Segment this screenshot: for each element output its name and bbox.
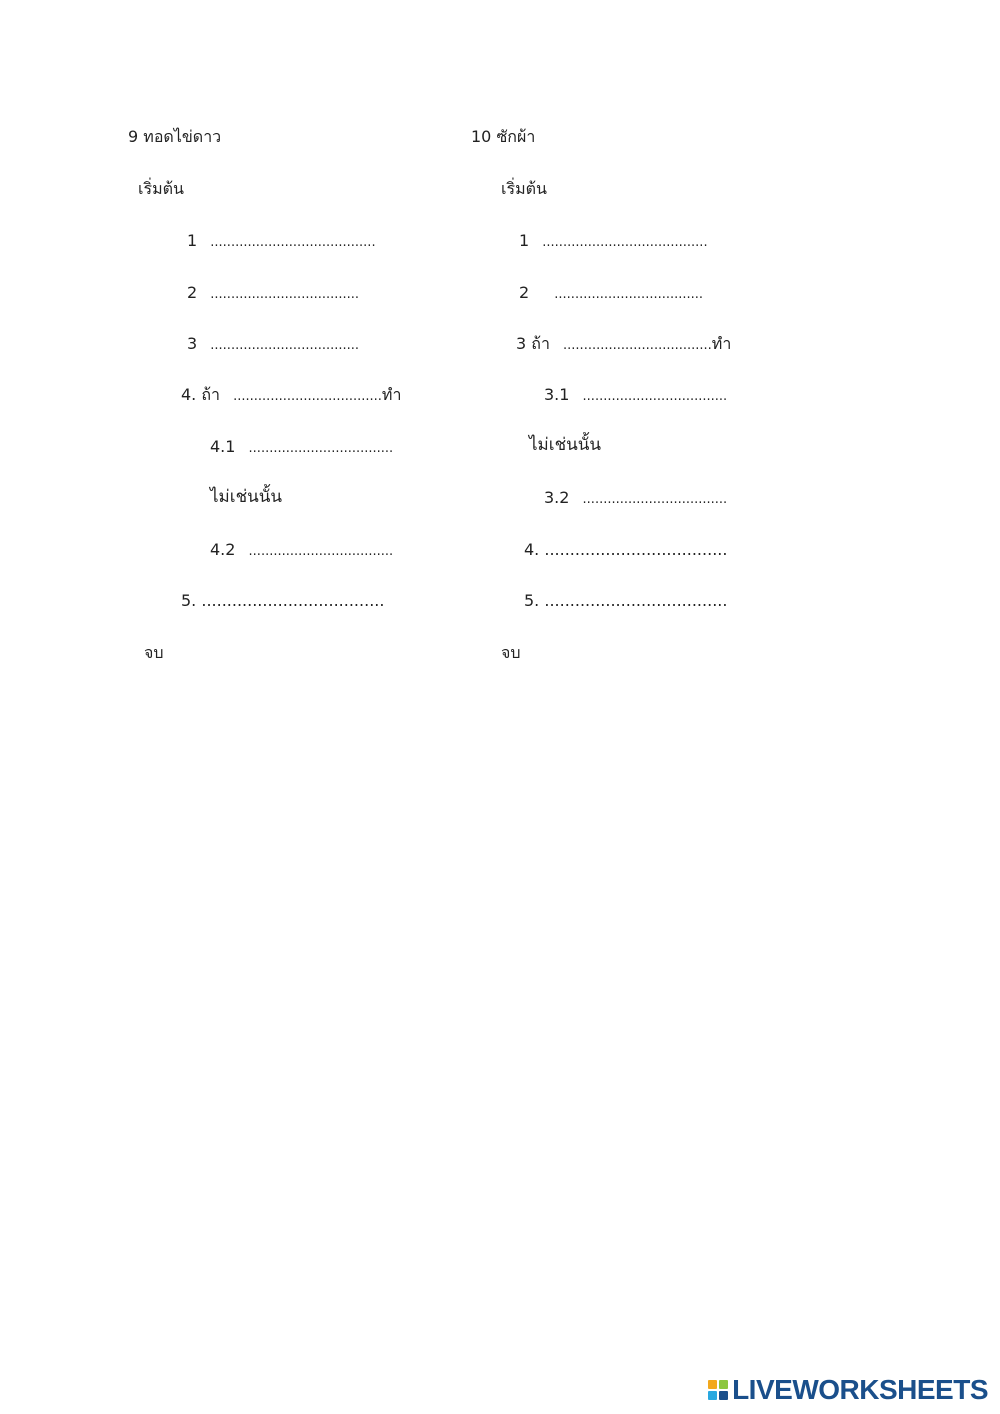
liveworksheets-brand — [708, 1373, 988, 1407]
right-step-3 — [516, 333, 731, 357]
right-step-3-blank: .................................... — [563, 338, 712, 353]
left-step-1-number: 1 — [187, 231, 198, 250]
right-step-3-2-blank: ................................... — [582, 492, 728, 507]
right-step-3-1 — [544, 384, 727, 408]
logo-square-1 — [708, 1380, 717, 1389]
left-step-4-1 — [210, 436, 393, 460]
right-title: 10 ซักผ้า — [471, 127, 536, 146]
right-step-4: 4. .................................... — [524, 540, 728, 559]
right-step-2-blank: .................................... — [554, 287, 704, 302]
right-step-1-blank: ........................................ — [542, 235, 708, 250]
left-step-4-2 — [210, 539, 393, 563]
right-start: เริ่มต้น — [501, 179, 547, 198]
left-step-2-number: 2 — [187, 283, 198, 302]
right-step-1-number: 1 — [519, 231, 530, 250]
liveworksheets-logo-icon — [708, 1380, 728, 1400]
left-else: ไม่เช่นนั้น — [210, 487, 282, 507]
logo-square-4 — [719, 1391, 728, 1400]
left-step-5: 5. .................................... — [181, 591, 385, 610]
left-step-3-blank: .................................... — [210, 338, 360, 353]
right-step-5: 5. .................................... — [524, 591, 728, 610]
left-step-4 — [181, 384, 401, 408]
right-step-3-1-blank: ................................... — [582, 389, 728, 404]
left-step-4-2-blank: ................................... — [248, 544, 394, 559]
right-else: ไม่เช่นนั้น — [529, 435, 601, 455]
left-step-4-2-number: 4.2 — [210, 540, 236, 559]
left-step-1 — [187, 230, 376, 254]
left-end: จบ — [144, 643, 164, 662]
left-title: 9 ทอดไข่ดาว — [128, 127, 222, 146]
right-step-2 — [519, 282, 703, 306]
left-step-4-1-blank: ................................... — [248, 441, 394, 456]
right-step-3-prefix: 3 ถ้า — [516, 334, 550, 353]
right-end: จบ — [501, 643, 521, 662]
left-step-4-prefix: 4. ถ้า — [181, 385, 221, 404]
left-step-3-number: 3 — [187, 334, 198, 353]
left-step-4-suffix: ทำ — [381, 385, 402, 404]
left-step-2 — [187, 282, 359, 306]
right-step-3-2 — [544, 487, 727, 511]
right-step-3-2-number: 3.2 — [544, 488, 570, 507]
left-start: เริ่มต้น — [138, 179, 184, 198]
right-step-3-1-number: 3.1 — [544, 385, 570, 404]
logo-square-2 — [719, 1380, 728, 1389]
right-step-2-number: 2 — [519, 283, 530, 302]
left-step-2-blank: .................................... — [210, 287, 360, 302]
left-step-4-blank: .................................... — [233, 389, 382, 404]
logo-square-3 — [708, 1391, 717, 1400]
left-step-3 — [187, 333, 359, 357]
liveworksheets-wordmark: LIVEWORKSHEETS — [732, 1374, 988, 1405]
left-step-4-1-number: 4.1 — [210, 437, 236, 456]
left-step-1-blank: ........................................ — [210, 235, 376, 250]
right-step-1 — [519, 230, 708, 254]
right-step-3-suffix: ทำ — [711, 334, 732, 353]
